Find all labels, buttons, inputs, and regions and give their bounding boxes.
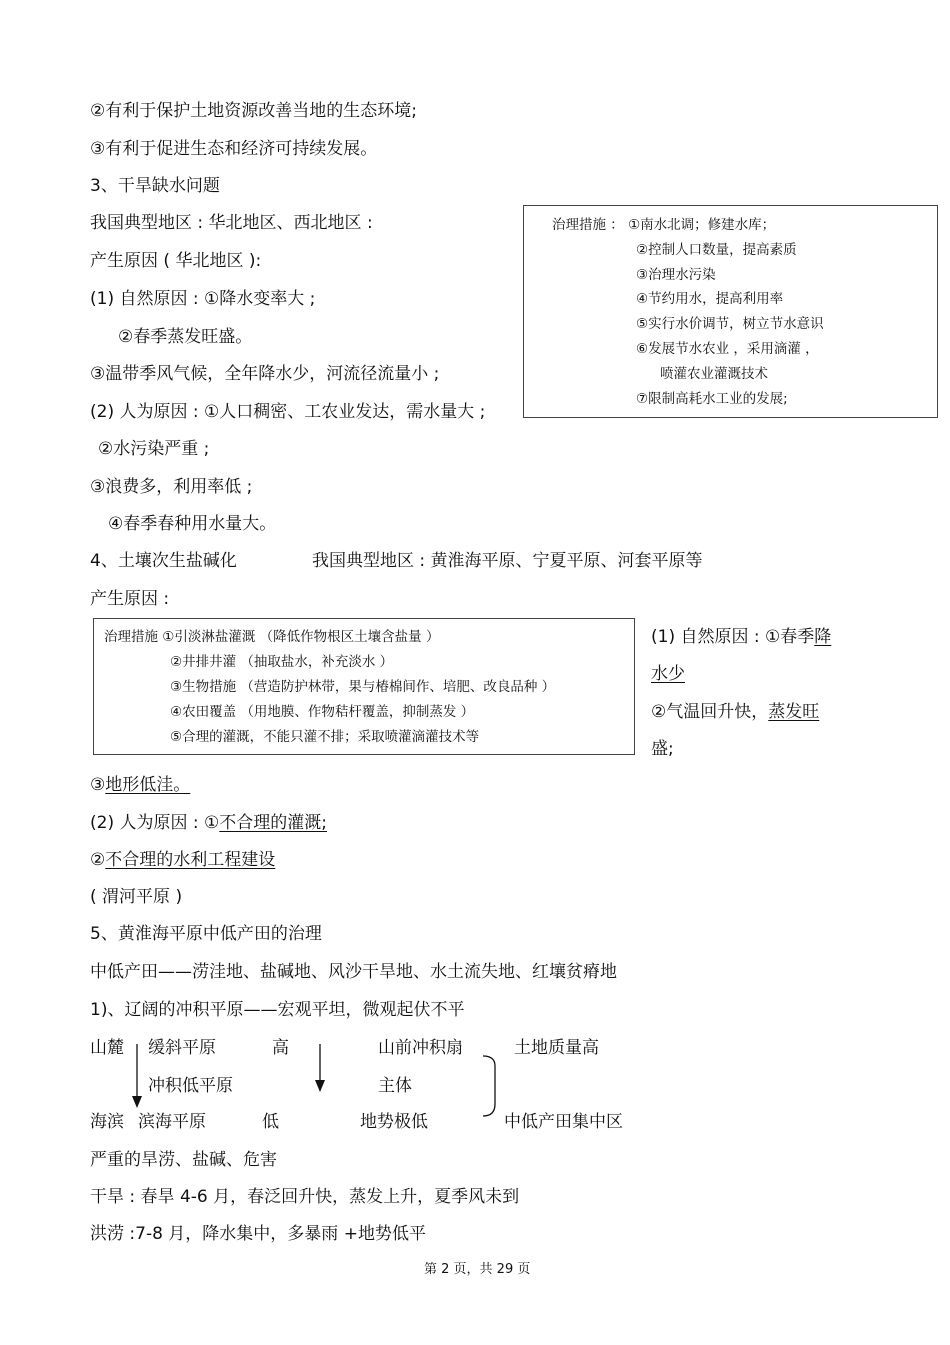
section-heading: 4、土壤次生盐碱化 (90, 551, 237, 571)
text-line: 我国典型地区 : 华北地区、西北地区 : (90, 213, 373, 233)
measure-item: 治理措施 ①引淡淋盐灌溉 （降低作物根区土壤含盐量 ） (104, 629, 440, 645)
text-line: ( 渭河平原 ) (90, 887, 183, 907)
measure-item: 治理措施 ： ①南水北调；修建水库； (552, 217, 776, 233)
text-line: 干旱 : 春旱 4-6 月，春泛回升快，蒸发上升，夏季风未到 (90, 1187, 520, 1207)
text-line: 产生原因 ( 华北地区 ): (90, 251, 262, 271)
text-line: ②春季蒸发旺盛。 (118, 327, 253, 347)
text-line: 严重的旱涝、盐碱、危害 (90, 1150, 277, 1170)
measure-item: ②井排井灌 （抽取盐水，补充淡水 ） (170, 654, 394, 670)
text-line: 中低产田——涝洼地、盐碱地、风沙干旱地、水土流失地、红壤贫瘠地 (90, 962, 617, 982)
measure-item: 喷灌农业灌溉技术 (660, 366, 768, 382)
diagram-label: 山麓 (90, 1038, 124, 1058)
text-line: ③地形低洼。 (90, 775, 191, 795)
text-line: ②有利于保护土地资源改善当地的生态环境; (90, 101, 417, 121)
diagram-label: 海滨 (90, 1112, 124, 1132)
measure-item: ⑦限制高耗水工业的发展; (636, 391, 788, 407)
diagram-label: 中低产田集中区 (504, 1112, 623, 1132)
text-line: 洪涝 :7-8 月，降水集中，多暴雨 +地势低平 (90, 1224, 426, 1244)
section-heading: 5、黄淮海平原中低产田的治理 (90, 924, 322, 944)
measure-item: ④农田覆盖 （用地膜、作物秸杆覆盖，抑制蒸发 ） (170, 704, 475, 720)
text-line: ③温带季风气候，全年降水少，河流径流量小 ; (90, 364, 440, 384)
measure-item: ②控制人口数量，提高素质 (636, 242, 797, 258)
arrow-down-icon (315, 1080, 325, 1092)
text-line: ②不合理的水利工程建设 (90, 850, 276, 870)
text-line: ③浪费多，利用率低 ; (90, 477, 253, 497)
diagram-label: 地势极低 (360, 1112, 428, 1132)
diagram-label: 土地质量高 (514, 1038, 599, 1058)
measure-item: ⑤合理的灌溉，不能只灌不排；采取喷灌滴灌技术等 (170, 729, 480, 745)
text-line: ②气温回升快，蒸发旺 (651, 702, 820, 722)
diagram-label: 主体 (378, 1076, 412, 1096)
text-line: 我国典型地区 : 黄淮海平原、宁夏平原、河套平原等 (312, 551, 703, 571)
diagram-label: 滨海平原 (138, 1112, 206, 1132)
diagram-label: 山前冲积扇 (378, 1038, 463, 1058)
diagram-label: 冲积低平原 (148, 1076, 233, 1096)
page-number: 第 2 页，共 29 页 (424, 1262, 531, 1277)
diagram-label: 低 (262, 1112, 279, 1132)
text-line: 产生原因 : (90, 589, 170, 609)
measure-item: ③治理水污染 (636, 267, 716, 283)
diagram-label: 缓斜平原 (148, 1038, 216, 1058)
measure-item: ⑤实行水价调节，树立节水意识 (636, 316, 824, 332)
bracket-icon (483, 1056, 495, 1116)
section-heading: 3、干旱缺水问题 (90, 176, 220, 196)
text-line: ②水污染严重 ; (98, 439, 210, 459)
text-line: 1)、辽阔的冲积平原——宏观平坦，微观起伏不平 (90, 1000, 465, 1020)
text-line: (1) 自然原因 : ①降水变率大 ; (90, 289, 316, 309)
text-line: (1) 自然原因 : ①春季降 (651, 627, 832, 647)
measure-item: ⑥发展节水农业 ，采用滴灌 ， (636, 341, 819, 357)
text-line: (2) 人为原因 : ①人口稠密、工农业发达，需水量大 ; (90, 402, 486, 422)
text-line: ③有利于促进生态和经济可持续发展。 (90, 139, 378, 159)
text-line: ④春季春种用水量大。 (108, 514, 277, 534)
text-line: 盛; (651, 739, 674, 759)
measure-item: ④节约用水，提高利用率 (636, 291, 784, 307)
measure-item: ③生物措施 （营造防护林带，果与椿棉间作、培肥、改良品种 ） (170, 679, 556, 695)
text-line: (2) 人为原因 : ①不合理的灌溉; (90, 813, 327, 833)
diagram-label: 高 (272, 1038, 289, 1058)
text-line: 水少 (651, 664, 685, 684)
arrow-down-icon (132, 1096, 142, 1108)
